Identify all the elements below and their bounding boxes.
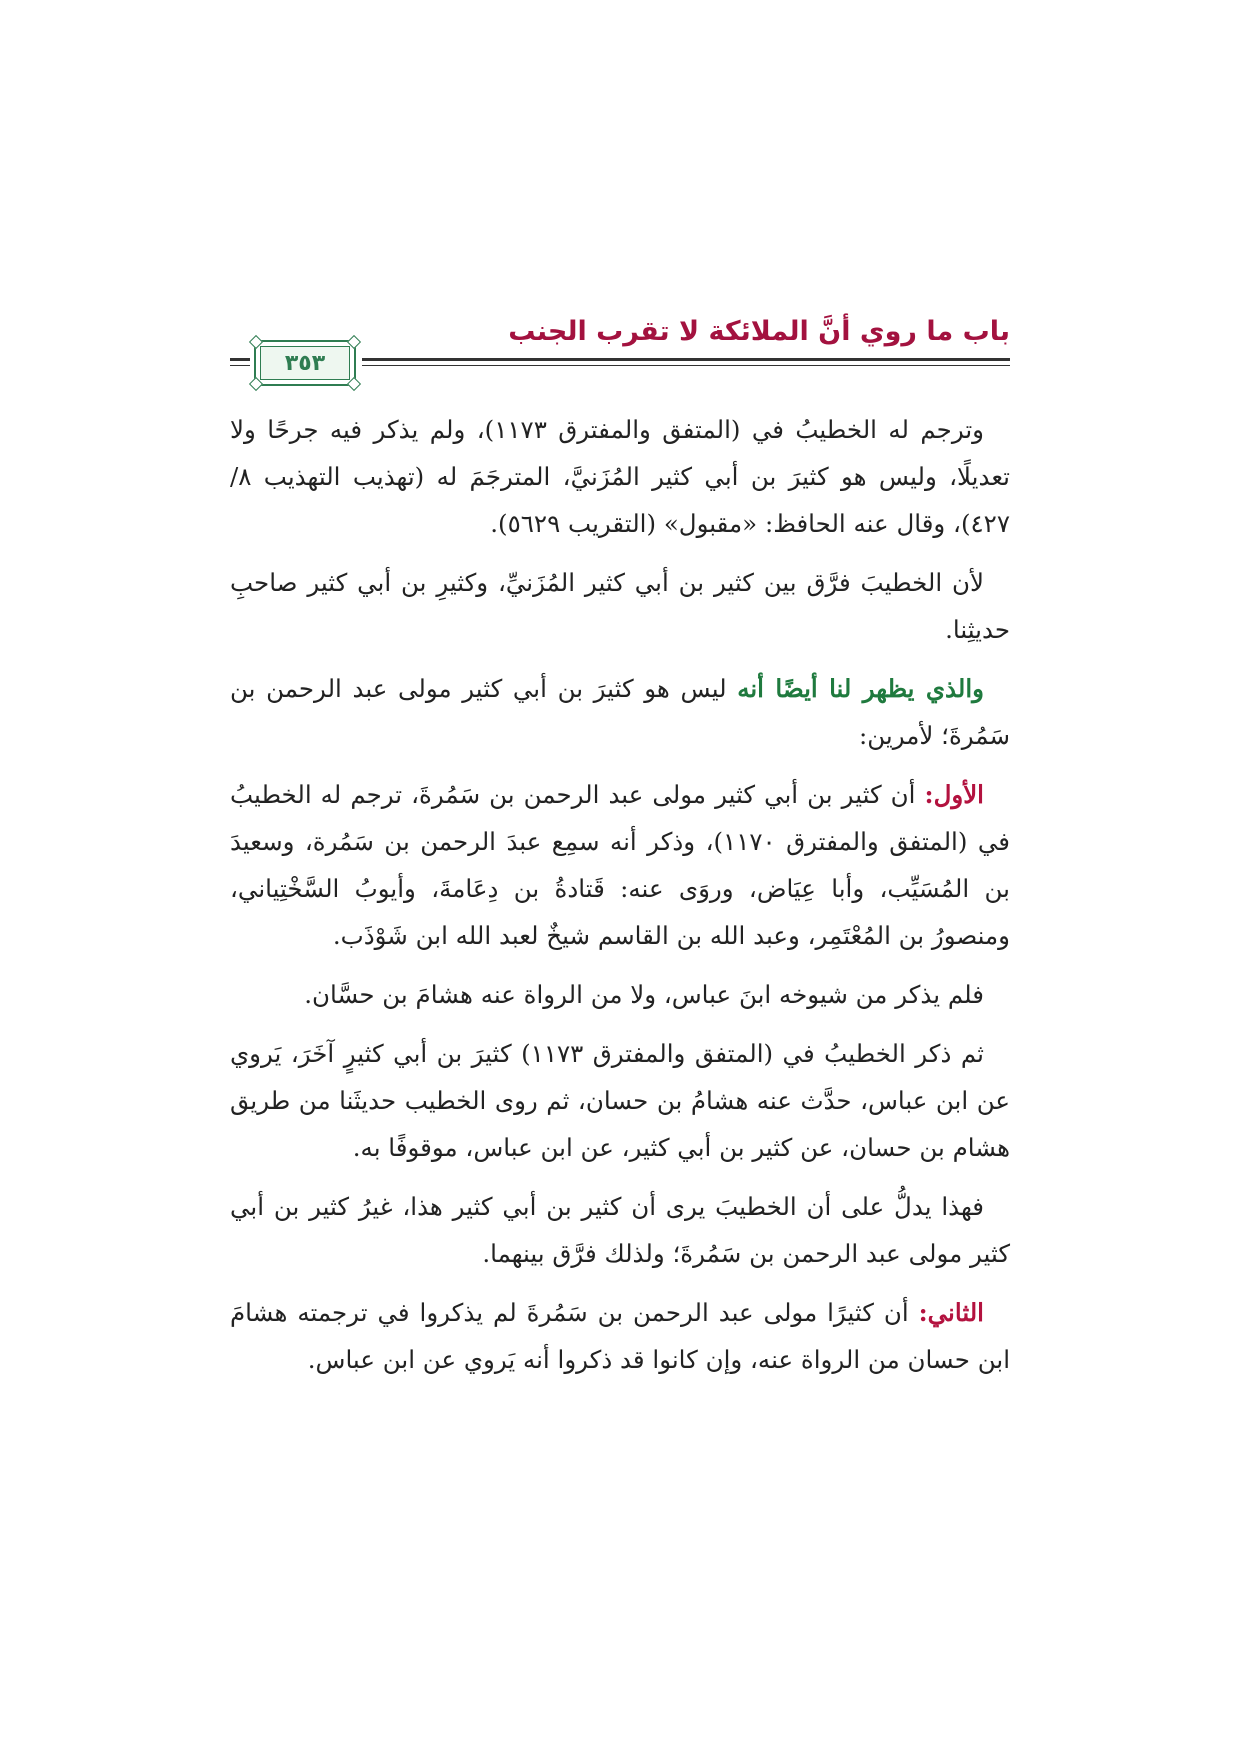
- paragraph-text: وترجم له الخطيبُ في (المتفق والمفترق ١١٧٣)، ولم يذكر فيه جرحًا ولا تعديلًا، وليس هو كثيرَ بن أبي كثير المُزَنيَّ، المترجَمَ له (تهذيب التهذيب ٨/ ٤٢٧)، وقال عنه الحافظ: «مقبول» (التقريب ٥٦٢٩).: [230, 415, 1010, 538]
- page-header: [230, 312, 1010, 376]
- header-rule-thin: [362, 365, 1010, 366]
- first-point-label: الأول:: [924, 780, 984, 809]
- header-rule-left-thick: [230, 358, 250, 361]
- header-rule-left-thin: [230, 365, 250, 366]
- header-rule-thick: [362, 358, 1010, 361]
- paragraph-6: [230, 1030, 1010, 1171]
- paragraph-text: ثم ذكر الخطيبُ في (المتفق والمفترق ١١٧٣) كثيرَ بن أبي كثيرٍ آخَرَ، يَروي عن ابن عباس، حدَّث عنه هشامُ بن حسان، ثم روى الخطيب حديثَنا من طريق هشام بن حسان، عن كثير بن أبي كثير، عن ابن عباس، موقوفًا به.: [230, 1039, 1010, 1162]
- page-body: [230, 406, 1010, 1395]
- paragraph-text: ليس هو كثيرَ بن أبي كثير مولى عبد الرحمن بن سَمُرةَ؛ لأمرين:: [230, 674, 1010, 750]
- highlighted-lead: والذي يظهر لنا أيضًا أنه: [737, 674, 985, 703]
- chapter-title: باب ما روي أنَّ الملائكة لا تقرب الجنب: [508, 316, 1010, 347]
- paragraph-4: [230, 771, 1010, 959]
- paragraph-text: فهذا يدلُّ على أن الخطيبَ يرى أن كثير بن أبي كثير هذا، غيرُ كثير بن أبي كثير مولى عبد الرحمن بن سَمُرةَ؛ ولذلك فرَّق بينهما.: [230, 1192, 1010, 1268]
- paragraph-7: [230, 1183, 1010, 1277]
- paragraph-5: [230, 971, 1010, 1018]
- paragraph-2: [230, 559, 1010, 653]
- page-number-ornament-frame: [254, 340, 356, 386]
- second-point-label: الثاني:: [918, 1298, 984, 1327]
- page-number: ٣٥٣: [284, 350, 326, 376]
- paragraph-3: [230, 665, 1010, 759]
- paragraph-text: أن كثير بن أبي كثير مولى عبد الرحمن بن سَمُرةَ، ترجم له الخطيبُ في (المتفق والمفترق ١١٧٠)، وذكر أنه سمِع عبدَ الرحمن بن سَمُرة، وسعيدَ بن المُسَيِّب، وأبا عِيَاض، وروَى عنه: قَتادةُ بن دِعَامةَ، وأيوبُ السَّخْتِياني، ومنصورُ بن المُعْتَمِر، وعبد الله بن القاسم شيخٌ لعبد الله ابن شَوْذَب.: [230, 780, 1010, 950]
- paragraph-text: فلم يذكر من شيوخه ابنَ عباس، ولا من الرواة عنه هشامَ بن حسَّان.: [304, 980, 984, 1009]
- paragraph-1: [230, 406, 1010, 547]
- paragraph-text: أن كثيرًا مولى عبد الرحمن بن سَمُرةَ لم يذكروا في ترجمته هشامَ ابن حسان من الرواة عنه، وإن كانوا قد ذكروا أنه يَروي عن ابن عباس.: [230, 1298, 1010, 1374]
- page-number-box: [260, 346, 350, 380]
- paragraph-8: [230, 1289, 1010, 1383]
- paragraph-text: لأن الخطيبَ فرَّق بين كثير بن أبي كثير المُزَنيِّ، وكثيرِ بن أبي كثير صاحبِ حديثِنا.: [230, 568, 1010, 644]
